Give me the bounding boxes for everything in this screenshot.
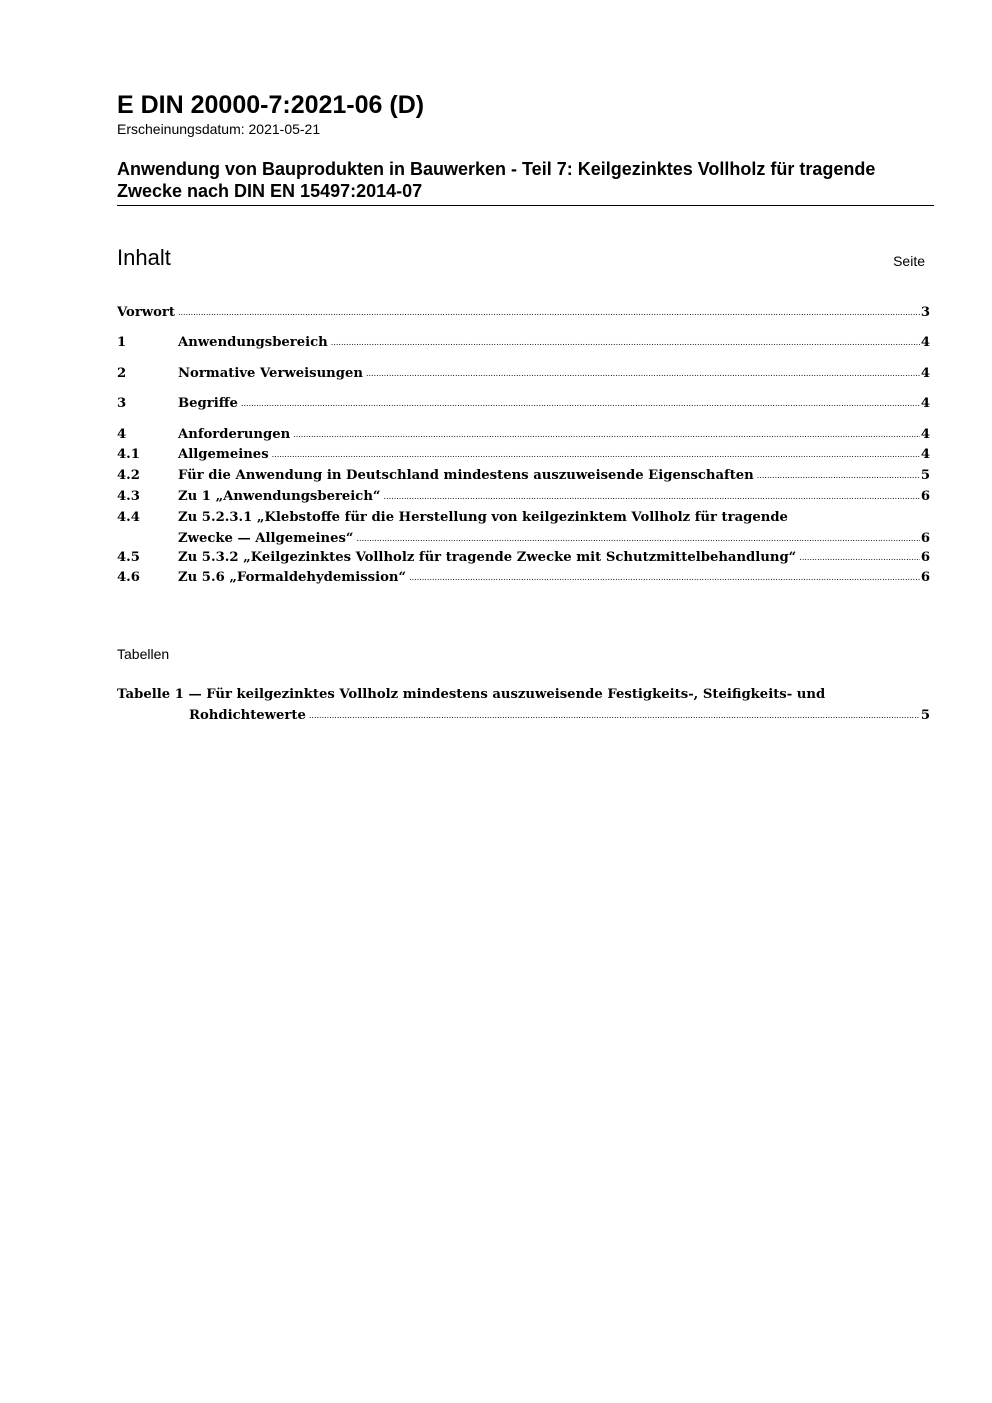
- toc-entry-text: Zu 1 „Anwendungsbereich“: [178, 489, 381, 504]
- toc-entry-number: 4.2: [117, 468, 140, 483]
- toc-entry-page: 6: [920, 489, 930, 504]
- toc-entry-number: 1: [117, 335, 127, 350]
- toc-entry-page: 6: [920, 550, 930, 565]
- toc-entry-text: Zwecke — Allgemeines“: [178, 531, 354, 546]
- dot-leader: [409, 567, 920, 588]
- dot-leader: [799, 547, 920, 568]
- title-divider: [117, 205, 934, 206]
- toc-entry-text: Zu 5.3.2 „Keilgezinktes Vollholz für tragende Zwecke mit Schutzmittelbehandlung“: [178, 550, 797, 565]
- toc-entry-text: Begriffe: [178, 396, 238, 411]
- toc-entry-number: 4.4: [117, 510, 140, 525]
- tables-heading: Tabellen: [117, 646, 170, 662]
- toc-entry-page: 4: [920, 396, 930, 411]
- table-entry-text-line1: Tabelle 1 — Für keilgezinktes Vollholz mindestens auszuweisende Festigkeits-, Steifigkeits- und: [117, 687, 826, 702]
- toc-entry-number: 4: [117, 427, 127, 442]
- dot-leader: [366, 363, 920, 384]
- dot-leader: [293, 424, 920, 445]
- toc-heading: Inhalt: [117, 245, 171, 270]
- dot-leader: [241, 393, 920, 414]
- toc-entry-text: Vorwort: [117, 305, 175, 320]
- dot-leader: [331, 332, 920, 353]
- toc-entry-page: 5: [920, 468, 930, 483]
- toc-entry-text: Anwendungsbereich: [178, 335, 328, 350]
- document-title: Anwendung von Bauprodukten in Bauwerken - Teil 7: Keilgezinktes Vollholz für tragende Zwecke nach DIN EN 15497:2014-07: [117, 159, 876, 201]
- dot-leader: [357, 528, 920, 549]
- dot-leader: [384, 486, 920, 507]
- toc-entry-number: 4.5: [117, 550, 140, 565]
- dot-leader: [272, 444, 920, 465]
- document-id: E DIN 20000-7:2021-06 (D): [117, 91, 425, 119]
- toc-entry-page: 4: [920, 335, 930, 350]
- dot-leader: [309, 705, 920, 726]
- table-list-entry-1[interactable]: [117, 684, 930, 726]
- page-column-label: Seite: [893, 253, 925, 269]
- toc-entry-text: Zu 5.6 „Formaldehydemission“: [178, 570, 407, 585]
- table-entry-page: 5: [920, 708, 930, 723]
- toc-entry-text-line1: Zu 5.2.3.1 „Klebstoffe für die Herstellung von keilgezinktem Vollholz für tragende: [178, 510, 788, 525]
- toc-entry-page: 4: [920, 427, 930, 442]
- toc-entry-number: 4.6: [117, 570, 140, 585]
- toc-entry-4-4[interactable]: [117, 507, 930, 549]
- publication-date: Erscheinungsdatum: 2021-05-21: [117, 121, 321, 137]
- toc-entry-number: 4.3: [117, 489, 140, 504]
- toc-entry-text: Allgemeines: [178, 447, 269, 462]
- toc-entry-page: 6: [920, 531, 930, 546]
- dot-leader: [178, 302, 920, 323]
- toc-entry-number: 3: [117, 396, 127, 411]
- table-entry-text: Rohdichtewerte: [189, 708, 306, 723]
- toc-entry-text: Für die Anwendung in Deutschland mindestens auszuweisende Eigenschaften: [178, 468, 754, 483]
- toc-entry-page: 4: [920, 447, 930, 462]
- toc-entry-text: Normative Verweisungen: [178, 366, 363, 381]
- toc-entry-number: 4.1: [117, 447, 140, 462]
- dot-leader: [757, 465, 920, 486]
- toc-entry-page: 6: [920, 570, 930, 585]
- toc-entry-number: 2: [117, 366, 127, 381]
- toc-entry-page: 3: [920, 305, 930, 320]
- toc-entry-page: 4: [920, 366, 930, 381]
- toc-entry-text: Anforderungen: [178, 427, 291, 442]
